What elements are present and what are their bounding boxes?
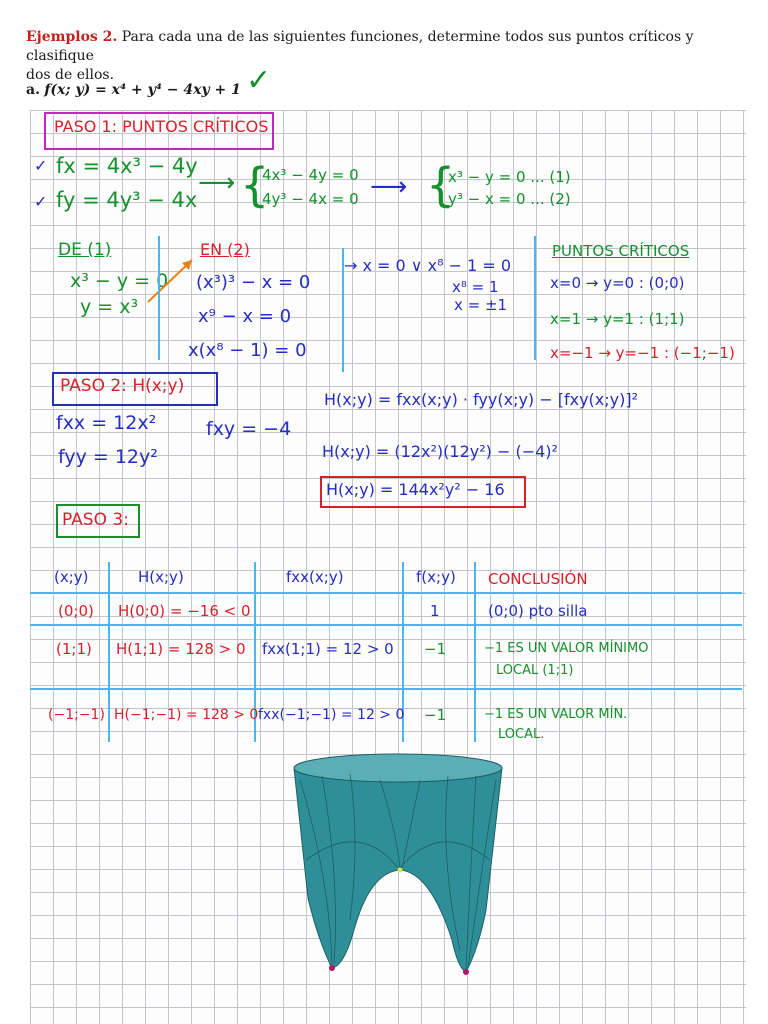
paso1-check-1: ✓ [34, 156, 48, 175]
table-header-conclusion: CONCLUSIÓN [488, 570, 588, 588]
critical-point-3: x=−1 → y=−1 : (−1;−1) [550, 344, 735, 362]
paso1-check-2: ✓ [34, 192, 48, 211]
brace-system-1: { [240, 158, 270, 212]
table-header-fxx: fxx(x;y) [286, 568, 344, 586]
hessian-definition: H(x;y) = fxx(x;y) · fyy(x;y) − [fxy(x;y)]² [324, 390, 639, 409]
de1-line-1: x³ − y = 0 [70, 270, 169, 292]
second-partial-fxx: fxx = 12x² [56, 412, 157, 434]
second-partial-fyy: fyy = 12y² [58, 446, 158, 468]
arrow-to-system-1: ⟶ [198, 168, 236, 198]
row3-f: −1 [424, 706, 447, 724]
system1-eq2: 4y³ − 4x = 0 [262, 190, 359, 208]
function-text: f(x; y) = x⁴ + y⁴ − 4xy + 1 [44, 82, 241, 98]
mixed-partial-fxy: fxy = −4 [206, 418, 292, 440]
table-header-f: f(x;y) [416, 568, 456, 586]
critical-point-1: x=0 → y=0 : (0;0) [550, 274, 685, 292]
paso2-title: PASO 2: H(x;y) [60, 376, 185, 396]
critical-point-2: x=1 → y=1 : (1;1) [550, 310, 685, 328]
system1-eq1: 4x³ − 4y = 0 [262, 166, 359, 184]
row2-fxx: fxx(1;1) = 12 > 0 [262, 640, 394, 658]
en2-line-2: x⁹ − x = 0 [198, 306, 292, 327]
table-header-point: (x;y) [54, 568, 89, 586]
header-check-mark: ✓ [246, 63, 272, 98]
row3-hessian: H(−1;−1) = 128 > 0 [114, 707, 259, 723]
row2-f: −1 [424, 640, 447, 658]
de1-title: DE (1) [58, 240, 112, 260]
row3-fxx: fxx(−1;−1) = 12 > 0 [258, 707, 405, 723]
paso1-title: PASO 1: PUNTOS CRÍTICOS [54, 117, 269, 136]
instruction-line-2: dos de ellos. [26, 67, 115, 83]
row3-conclusion: −1 ES UN VALOR MÍN. [484, 707, 628, 722]
part-label: a. [26, 82, 40, 98]
solution-line-1: → x = 0 ∨ x⁸ − 1 = 0 [344, 256, 511, 275]
row1-point: (0;0) [58, 602, 94, 620]
en2-title: EN (2) [200, 240, 250, 259]
hessian-result: H(x;y) = 144x²y² − 16 [326, 480, 505, 499]
de1-line-2: y = x³ [80, 296, 139, 318]
row1-conclusion: (0;0) pto silla [488, 602, 588, 620]
hessian-substitution: H(x;y) = (12x²)(12y²) − (−4)² [322, 442, 558, 461]
row2-conclusion: −1 ES UN VALOR MÍNIMO [484, 641, 649, 656]
arrow-to-system-2: ⟶ [370, 172, 408, 202]
critical-points-title: PUNTOS CRÍTICOS [552, 242, 690, 260]
partial-fy: fy = 4y³ − 4x [56, 188, 198, 212]
row2-point: (1;1) [56, 640, 92, 658]
solution-line-3: x = ±1 [454, 296, 508, 314]
brace-system-2: { [426, 158, 456, 212]
en2-line-1: (x³)³ − x = 0 [196, 272, 311, 293]
system2-eq2: y³ − x = 0 ... (2) [448, 190, 571, 208]
system2-eq1: x³ − y = 0 ... (1) [448, 168, 571, 186]
row1-hessian: H(0;0) = −16 < 0 [118, 602, 251, 620]
row3-point: (−1;−1) [48, 707, 105, 723]
table-header-hessian: H(x;y) [138, 568, 184, 586]
row3-conclusion-2: LOCAL. [498, 727, 545, 742]
row2-hessian: H(1;1) = 128 > 0 [116, 640, 246, 658]
en2-line-3: x(x⁸ − 1) = 0 [188, 340, 307, 361]
instruction-line-1: Para cada una de las siguientes funciones, determine todos sus puntos críticos y clasifique [26, 29, 694, 64]
example-label: Ejemplos 2. [26, 29, 118, 45]
partial-fx: fx = 4x³ − 4y [56, 154, 198, 178]
solution-line-2: x⁸ = 1 [452, 278, 499, 296]
paso3-title: PASO 3: [62, 510, 129, 530]
row1-f: 1 [430, 602, 440, 620]
row2-conclusion-2: LOCAL (1;1) [496, 663, 574, 678]
